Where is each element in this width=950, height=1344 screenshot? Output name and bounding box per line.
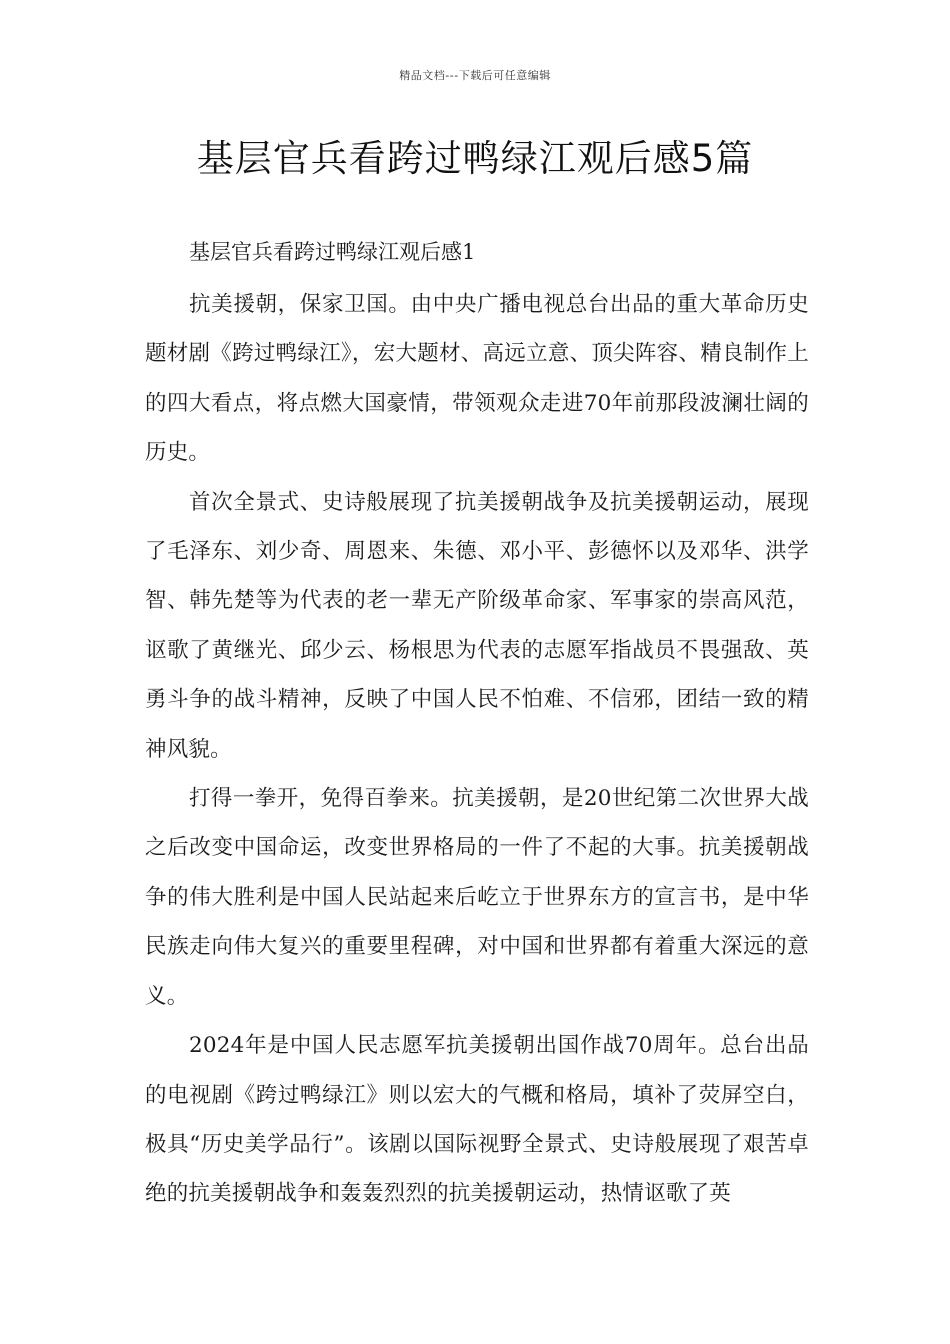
document-body — [145, 232, 809, 1219]
document-title: 基层官兵看跨过鸭绿江观后感5篇 — [196, 137, 754, 180]
paragraph-2: 首次全景式、史诗般展现了抗美援朝战争及抗美援朝运动，展现了毛泽东、刘少奇、周恩来、朱德、邓小平、彭德怀以及邓华、洪学智、韩先楚等为代表的老一辈无产阶级革命家、军事家的崇高风范，讴歌了黄继光、邱少云、杨根思为代表的志愿军指战员不畏强敌、英勇斗争的战斗精神，反映了中国人民不怕难、不信邪，团结一致的精神风貌。 — [145, 489, 809, 762]
section-heading: 基层官兵看跨过鸭绿江观后感1 — [189, 240, 476, 264]
paragraph-3: 打得一拳开，免得百拳来。抗美援朝，是20世纪第二次世界大战之后改变中国命运，改变世界格局的一件了不起的大事。抗美援朝战争的伟大胜利是中国人民站起来后屹立于世界东方的宣言书，是中华民族走向伟大复兴的重要里程碑，对中国和世界都有着重大深远的意义。 — [145, 786, 809, 1009]
header-note: 精品文档---下载后可任意编辑 — [399, 69, 551, 82]
paragraph-4: 2024年是中国人民志愿军抗美援朝出国作战70周年。总台出品的电视剧《跨过鸭绿江》则以宏大的气概和格局，填补了荧屏空白，极具“历史美学品行”。该剧以国际视野全景式、史诗般展现了艰苦卓绝的抗美援朝战争和轰轰烈烈的抗美援朝运动，热情讴歌了英 — [145, 1033, 809, 1207]
paragraph-1: 抗美援朝，保家卫国。由中央广播电视总台出品的重大革命历史题材剧《跨过鸭绿江》，宏大题材、高远立意、顶尖阵容、精良制作上的四大看点，将点燃大国豪情，带领观众走进70年前那段波澜壮阔的历史。 — [145, 292, 809, 466]
